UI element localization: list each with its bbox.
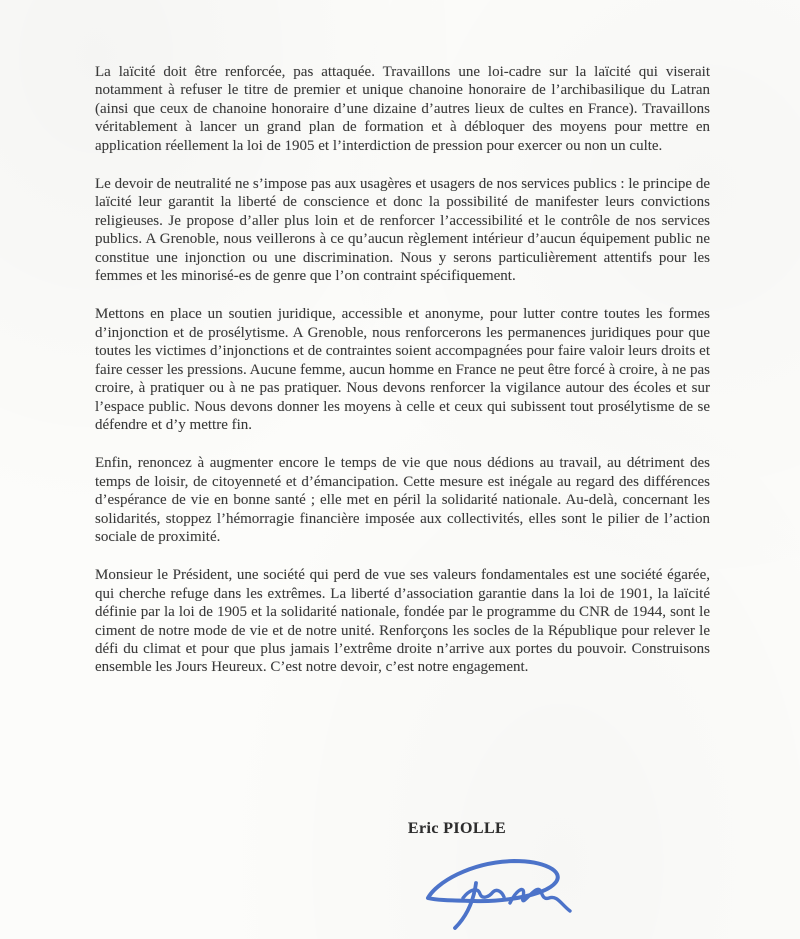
signatory-name: Eric PIOLLE [407, 820, 507, 837]
handwritten-signature-ink [418, 856, 590, 934]
letter-paragraph-4: Enfin, renoncez à augmenter encore le temps de vie que nous dédions au travail, au détriment des temps de loisir, de citoyenneté et d’émancipation. Cette mesure est inégale au regard des différences d’espérance de vie en bonne santé ; elle met en péril la solidarité nationale. Au-delà, concernant les solidarités, stoppez l’hémorragie financière imposée aux collectivités, elles sont le pilier de l’action sociale de proximité. [95, 455, 710, 545]
letter-paragraph-2: Le devoir de neutralité ne s’impose pas aux usagères et usagers de nos services publics : le principe de laïcité leur garantit la liberté de conscience et donc la possibilité de manifester leurs convictions religieuses. Je propose d’aller plus loin et de renforcer l’accessibilité et le contrôle de nos services publics. A Grenoble, nous veillerons à ce qu’aucun règlement intérieur d’aucun équipement public ne constitue une injonction ou une discrimination. Nous y serons particulièrement attentifs pour les femmes et les minorisé-es de genre que l’on contraint spécifiquement. [95, 176, 710, 285]
letter-paragraph-1: La laïcité doit être renforcée, pas attaquée. Travaillons une loi-cadre sur la laïcité qui viserait notamment à refuser le titre de premier et unique chanoine honoraire de l’archibasilique du Latran (ainsi que ceux de chanoine honoraire d’une dizaine d’autres lieux de cultes en France). Travaillons véritablement à lancer un grand plan de formation et à débloquer des moyens pour mettre en application réellement la loi de 1905 et l’interdiction de pression pour exercer ou non un culte. [95, 64, 710, 154]
signature-drawing [418, 856, 590, 934]
signature-tail-stroke [510, 889, 570, 911]
letter-paragraph-5: Monsieur le Président, une société qui perd de vue ses valeurs fondamentales est une société égarée, qui cherche refuge dans les extrêmes. La liberté d’association garantie dans la loi de 1901, la laïcité définie par la loi de 1905 et la solidarité nationale, fondée par le programme du CNR de 1944, sont le ciment de notre mode de vie et de notre unité. Renforçons les socles de la République pour relever le défi du climat et pour que plus jamais l’extrême droite n’arrive aux portes du pouvoir. Construisons ensemble les Jours Heureux. C’est notre devoir, c’est notre engagement. [95, 567, 710, 676]
signature-inner-stroke [463, 890, 504, 898]
letter-paragraph-3: Mettons en place un soutien juridique, accessible et anonyme, pour lutter contre toutes les formes d’injonction et de prosélytisme. A Grenoble, nous renforcerons les permanences juridiques pour que toutes les victimes d’injonctions et de contraintes soient accompagnées pour faire valoir leurs droits et faire cesser les pressions. Aucune femme, aucun homme en France ne peut être forcé à croire, à ne pas croire, à pratiquer ou à ne pas pratiquer. Nous devons renforcer la vigilance autour des écoles et sur l’espace public. Nous devons donner les moyens à celle et ceux qui subissent tout prosélytisme de se défendre et d’y mettre fin. [95, 306, 710, 433]
signature-loop-stroke [428, 861, 558, 901]
letter-body [95, 0, 710, 697]
